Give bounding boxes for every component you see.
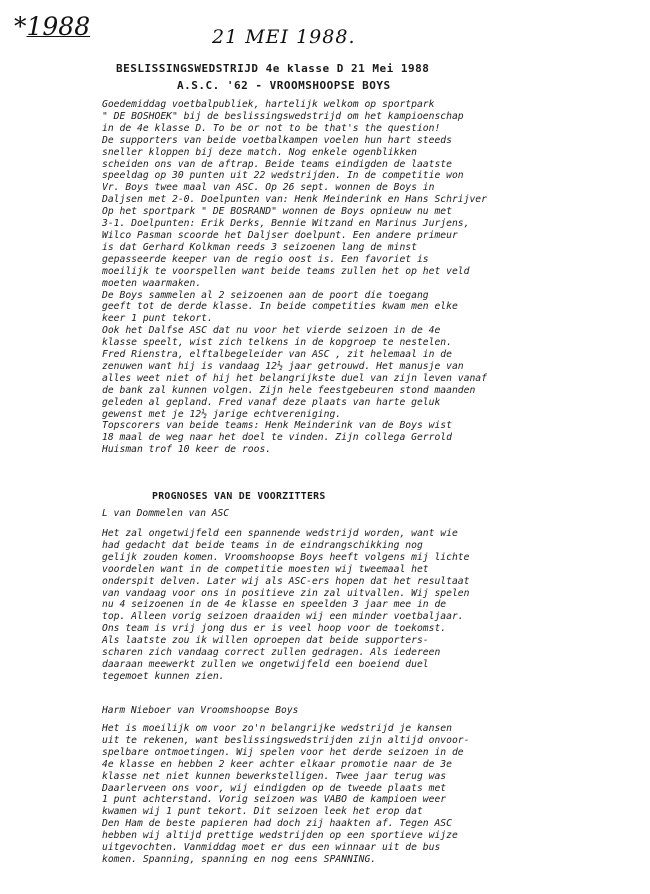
- text-line: van vandaag voor ons in positieve zin zal uitvallen. Wij spelen: [102, 587, 470, 599]
- handwritten-year-note: [14, 12, 90, 41]
- year-prefix: *: [14, 12, 27, 41]
- text-line: gepasseerde keeper van de regio oost is. Een favoriet is: [102, 253, 429, 265]
- text-line: De Boys sammelen al 2 seizoenen aan de poort die toegang: [102, 289, 429, 301]
- text-line: kwamen wij 1 punt tekort. Dit seizoen leek het erop dat: [102, 806, 423, 818]
- text-line: uit te rekenen, want beslissingswedstrijden zijn altijd onvoor-: [102, 734, 470, 746]
- text-line: Den Ham de beste papieren had doch zij haakten af. Tegen ASC: [102, 818, 452, 830]
- text-line: Topscorers van beide teams: Henk Meinderink van de Boys wist: [102, 420, 452, 432]
- text-line: onderspit delven. Later wij als ASC-ers hopen dat het resultaat: [102, 575, 470, 587]
- text-line: voordelen want in de competitie moesten wij tweemaal het: [102, 563, 429, 575]
- text-line: 3-1. Doelpunten: Erik Derks, Bennie Witzand en Marinus Jurjens,: [102, 218, 470, 230]
- text-line: in de 4e klasse D. To be or not to be that's the question!: [102, 122, 441, 134]
- text-line: de bank zal kunnen volgen. Zijn hele feestgebeuren stond maanden: [102, 384, 476, 396]
- text-line: had gedacht dat beide teams in de eindrangschikking nog: [102, 539, 423, 551]
- text-line: speeldag op 30 punten uit 22 wedstrijden. In de competitie won: [102, 170, 464, 182]
- text-line: keer 1 punt tekort.: [102, 313, 213, 325]
- text-line: Ons team is vrij jong dus er is veel hoop voor de toekomst.: [102, 623, 447, 635]
- text-line: spelbare ontmoetingen. Wij spelen voor het derde seizoen in de: [102, 746, 464, 758]
- text-line: 18 maal de weg naar het doel te vinden. Zijn collega Gerrold: [102, 432, 452, 444]
- text-line: top. Alleen vorig seizoen draaiden wij een minder voetbaljaar.: [102, 611, 464, 623]
- text-line: zenuwen want hij is vandaag 12½ jaar getrouwd. Het manusje van: [102, 360, 464, 372]
- text-line: Wilco Pasman scoorde het Daljser doelpunt. Een andere primeur: [102, 229, 458, 241]
- text-line: tegemoet kunnen zien.: [102, 670, 225, 682]
- statement-vroomshoopse-boys: [102, 723, 532, 866]
- speaker-asc: L van Dommelen van ASC: [102, 508, 230, 519]
- speaker-vroomshoopse-boys: Harm Nieboer van Vroomshoopse Boys: [102, 705, 299, 716]
- text-line: daaraan meewerkt zullen we ongetwijfeld een boeiend duel: [102, 658, 429, 670]
- text-line: alles weet niet of hij het belangrijkste duel van zijn leven vanaf: [102, 372, 487, 384]
- text-line: sneller kloppen bij deze match. Nog enkele ogenblikken: [102, 146, 417, 158]
- text-line: Het is moeilijk om voor zo'n belangrijke wedstrijd je kansen: [102, 723, 452, 734]
- text-line: moeten waarmaken.: [102, 277, 202, 289]
- text-line: Fred Rienstra, elftalbegeleider van ASC , zit helemaal in de: [102, 349, 452, 361]
- text-line: Ook het Dalfse ASC dat nu voor het vierde seizoen in de 4e: [102, 325, 441, 337]
- text-line: " DE BOSHOEK" bij de beslissingswedstrijd om het kampioenschap: [102, 110, 464, 122]
- statement-asc: [102, 528, 532, 683]
- text-line: Vr. Boys twee maal van ASC. Op 26 sept. wonnen de Boys in: [102, 182, 435, 194]
- teams-header: A.S.C. '62 - VROOMSHOOPSE BOYS: [177, 79, 391, 92]
- text-line: klasse speelt, wist zich telkens in de kopgroep te nestelen.: [102, 337, 452, 349]
- text-line: Goedemiddag voetbalpubliek, hartelijk welkom op sportpark: [102, 99, 435, 110]
- text-line: Daljsen met 2-0. Doelpunten van: Henk Meinderink en Hans Schrijver: [102, 194, 487, 206]
- text-line: hebben wij altijd prettige wedstrijden op een sportieve wijze: [102, 830, 458, 842]
- year-text: 1988: [26, 12, 91, 41]
- text-line: moeilijk te voorspellen want beide teams zullen het op het veld: [102, 265, 470, 277]
- text-line: Daarlerveen ons voor, wij eindigden op de tweede plaats met: [102, 782, 447, 794]
- text-line: Op het sportpark " DE BOSRAND" wonnen de Boys opnieuw nu met: [102, 206, 452, 218]
- handwritten-date-note: 21 MEI 1988.: [212, 26, 356, 48]
- text-line: nu 4 seizoenen in de 4e klasse en speelden 3 jaar mee in de: [102, 599, 447, 611]
- text-line: geleden al gepland. Fred vanaf deze plaats van harte geluk: [102, 396, 441, 408]
- text-line: De supporters van beide voetbalkampen voelen hun hart steeds: [102, 134, 452, 146]
- text-line: is dat Gerhard Kolkman reeds 3 seizoenen lang de minst: [102, 241, 417, 253]
- text-line: geeft tot de derde klasse. In beide competities kwam men elke: [102, 301, 458, 313]
- intro-paragraph: [102, 99, 532, 456]
- text-line: gewenst met je 12½ jarige echtvereniging.: [102, 408, 342, 420]
- text-line: gelijk zouden komen. Vroomshoopse Boys heeft volgens mij lichte: [102, 551, 470, 563]
- match-header: BESLISSINGSWEDSTRIJD 4e klasse D 21 Mei 1988: [116, 62, 430, 75]
- text-line: 1 punt achterstand. Vorig seizoen was VABO de kampioen weer: [102, 794, 447, 806]
- text-line: Als laatste zou ik willen oproepen dat beide supporters-: [102, 635, 429, 647]
- prognoses-heading: PROGNOSES VAN DE VOORZITTERS: [152, 491, 326, 502]
- text-line: Huisman trof 10 keer de roos.: [102, 444, 272, 456]
- text-line: 4e klasse en hebben 2 keer achter elkaar promotie naar de 3e: [102, 758, 452, 770]
- text-line: uitgevochten. Vanmiddag moet er dus een winnaar uit de bus: [102, 842, 441, 854]
- text-line: klasse net niet kunnen bewerkstelligen. Twee jaar terug was: [102, 770, 447, 782]
- text-line: scheiden ons van de aftrap. Beide teams eindigden de laatste: [102, 158, 452, 170]
- text-line: komen. Spanning, spanning en nog eens SPANNING.: [102, 853, 377, 865]
- text-line: scharen zich vandaag correct zullen gedragen. Als iedereen: [102, 647, 441, 659]
- text-line: Het zal ongetwijfeld een spannende wedstrijd worden, want wie: [102, 528, 458, 539]
